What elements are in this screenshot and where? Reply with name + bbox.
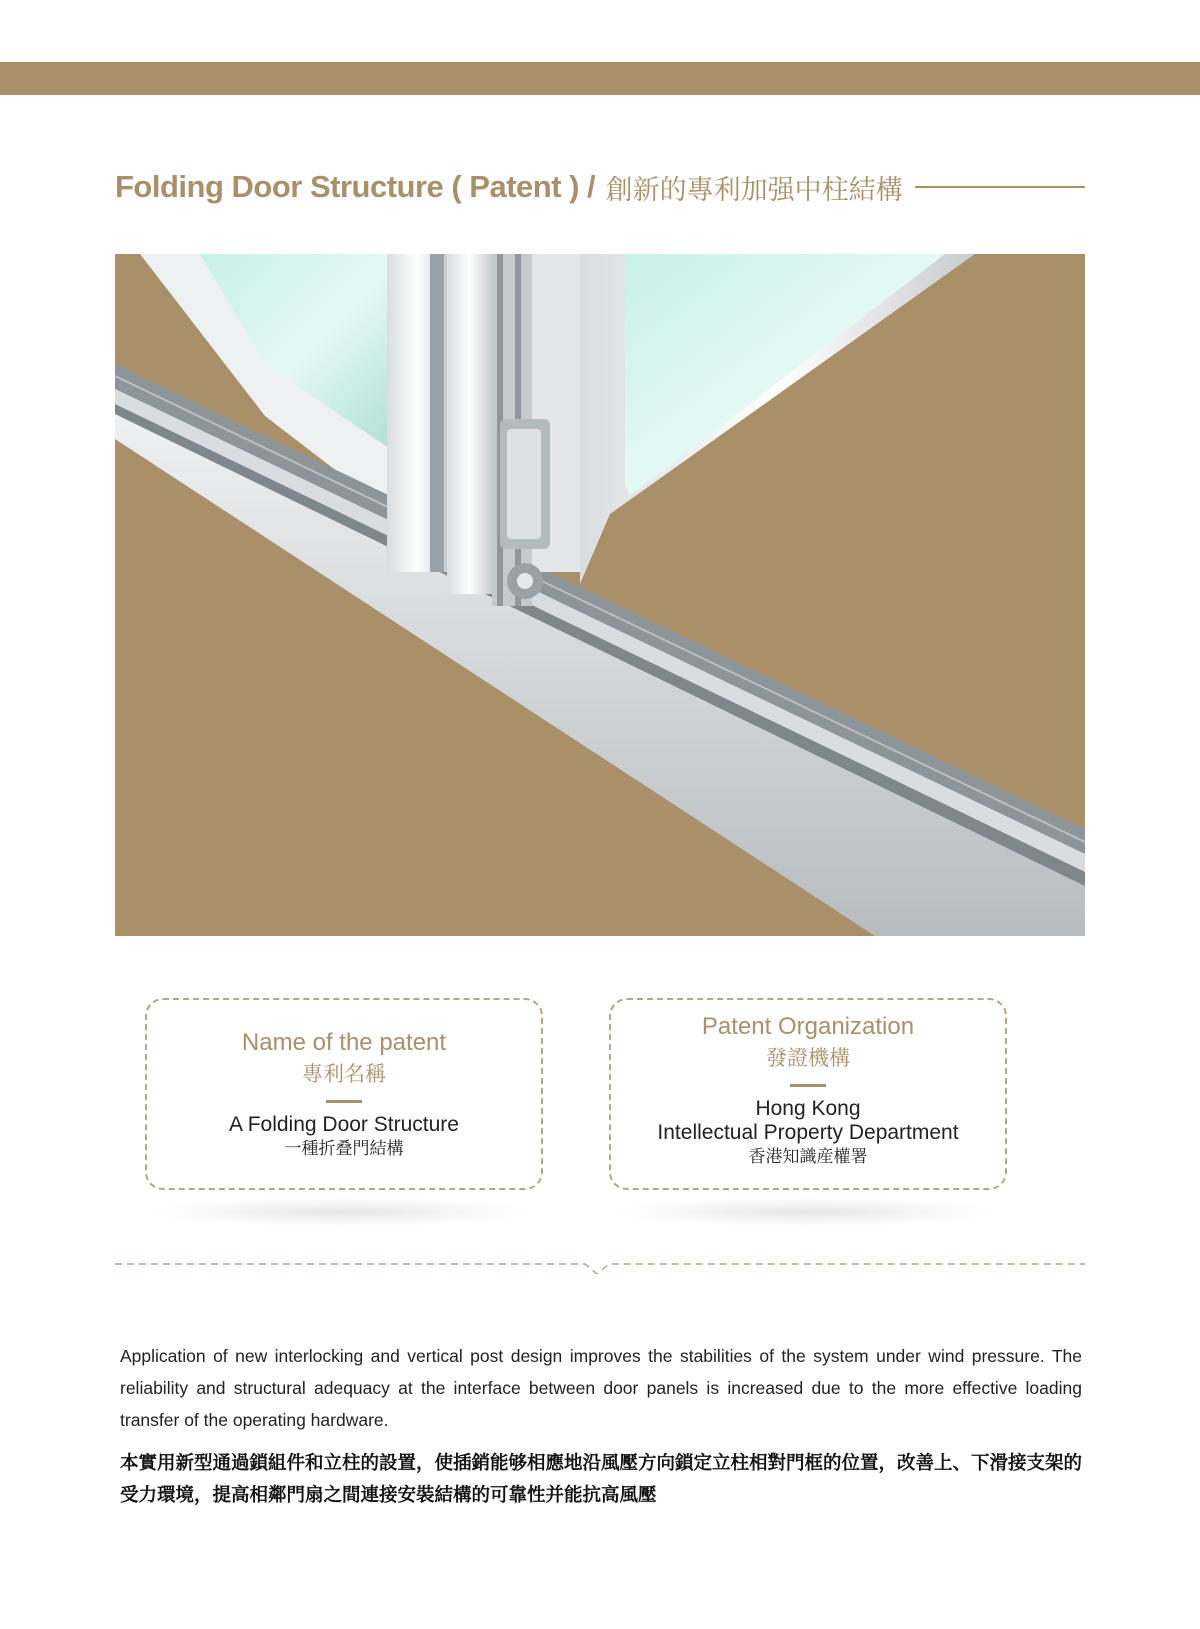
- title-rule: [915, 186, 1085, 188]
- product-photo-folding-door: [115, 254, 1085, 936]
- patent-name-label-chinese: 專利名稱: [302, 1062, 386, 1086]
- description-english: Application of new interlocking and vertical post design improves the stabilities of the system under wind pressure. The reliability and structural adequacy at the interface between door panels is increased due to the more effective loading transfer of the operating hardware.: [120, 1346, 1082, 1430]
- card-shadow: [616, 1197, 996, 1227]
- description-chinese: 本實用新型通過鎖組件和立柱的設置，使插銷能够相應地沿風壓方向鎖定立柱相對門框的位置，改善上、下滑接支架的受力環境，提高相鄰門扇之間連接安裝結構的可靠性并能抗高風壓: [120, 1453, 1083, 1506]
- patent-organization-value-line-2: Intellectual Property Department: [657, 1121, 959, 1144]
- page-title-english: Folding Door Structure ( Patent ): [115, 169, 579, 204]
- section-divider: [115, 1254, 1085, 1274]
- card-dash: [326, 1100, 362, 1103]
- page-title-chinese: 創新的專利加强中柱結構: [605, 174, 903, 206]
- patent-organization-value-line-1: Hong Kong: [755, 1097, 861, 1120]
- card-shadow: [152, 1197, 532, 1227]
- patent-name-card: [145, 998, 543, 1190]
- page-title: [115, 162, 1085, 212]
- patent-organization-card: [609, 998, 1007, 1190]
- patent-name-value-chinese: 一種折叠門結構: [284, 1139, 404, 1159]
- top-accent-band: [0, 62, 1200, 95]
- patent-name-label: Name of the patent: [241, 1029, 447, 1056]
- patent-organization-label-chinese: 發證機構: [766, 1046, 850, 1070]
- patent-name-value: A Folding Door Structure: [229, 1113, 459, 1136]
- card-dash: [790, 1084, 826, 1087]
- patent-organization-label: Patent Organization: [701, 1013, 915, 1040]
- title-separator: /: [587, 169, 596, 204]
- patent-organization-value-chinese: 香港知識産權署: [748, 1147, 868, 1167]
